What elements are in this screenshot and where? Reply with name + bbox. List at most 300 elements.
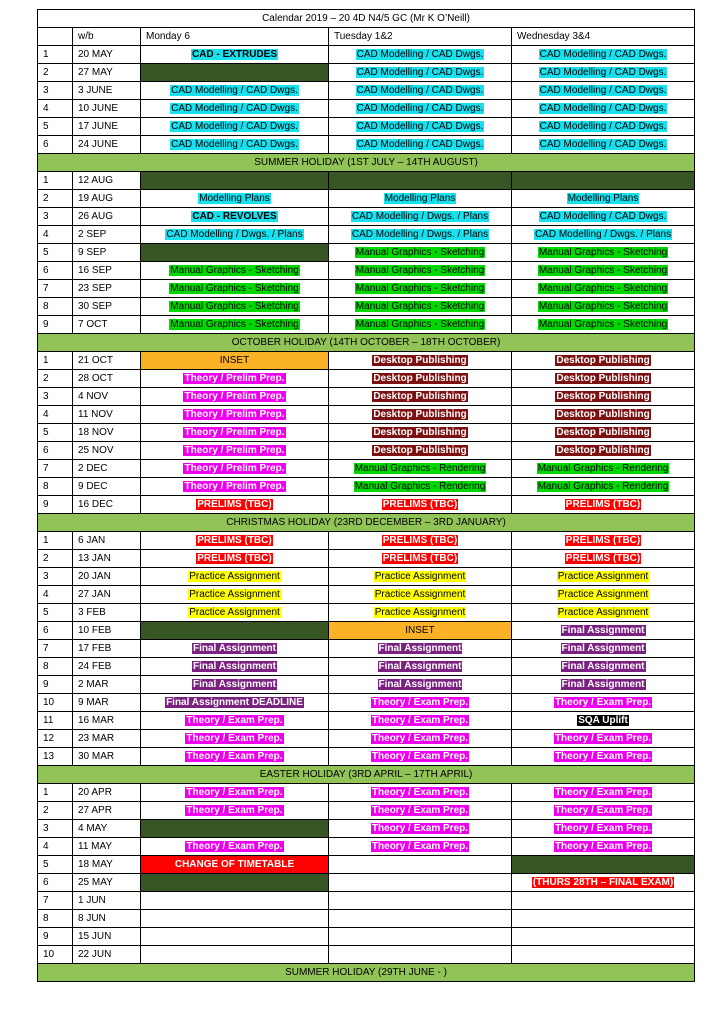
- activity-label: PRELIMS (TBC): [197, 534, 272, 546]
- week-row: [38, 586, 695, 604]
- wed-activity-cell: [512, 280, 695, 298]
- week-number: 2: [38, 550, 73, 568]
- week-row: [38, 550, 695, 568]
- activity-label: Manual Graphics - Sketching: [538, 246, 668, 258]
- activity-label: INSET: [219, 354, 250, 366]
- activity-label: Manual Graphics - Sketching: [355, 246, 485, 258]
- activity-label: Practice Assignment: [189, 606, 280, 618]
- week-beginning: 24 FEB: [73, 658, 141, 676]
- holiday-label: SUMMER HOLIDAY (1ST JULY – 14TH AUGUST): [38, 154, 695, 172]
- activity-label: Theory / Exam Prep.: [371, 804, 469, 816]
- calendar-body: [38, 10, 695, 982]
- tue-activity-cell: [329, 730, 512, 748]
- tue-activity-cell: [329, 820, 512, 838]
- activity-label: Manual Graphics - Sketching: [355, 300, 485, 312]
- week-row: [38, 622, 695, 640]
- wed-activity-cell: [512, 316, 695, 334]
- week-beginning: 27 MAY: [73, 64, 141, 82]
- activity-label: Theory / Exam Prep.: [371, 696, 469, 708]
- week-beginning: 27 JAN: [73, 586, 141, 604]
- wed-activity-cell: [512, 784, 695, 802]
- activity-label: PRELIMS (TBC): [197, 552, 272, 564]
- week-number: 4: [38, 100, 73, 118]
- wed-activity-cell: [512, 172, 695, 190]
- week-number: 5: [38, 856, 73, 874]
- header-row: [38, 28, 695, 46]
- week-beginning: 12 AUG: [73, 172, 141, 190]
- tue-activity-cell: [329, 100, 512, 118]
- tue-activity-cell: [329, 946, 512, 964]
- activity-label: Theory / Exam Prep.: [186, 786, 283, 798]
- mon-activity-cell: [141, 874, 329, 892]
- week-beginning: 10 FEB: [73, 622, 141, 640]
- mon-activity-cell: [141, 640, 329, 658]
- tue-activity-cell: [329, 928, 512, 946]
- tue-activity-cell: [329, 496, 512, 514]
- week-beginning: 1 JUN: [73, 892, 141, 910]
- week-row: [38, 406, 695, 424]
- week-row: [38, 172, 695, 190]
- week-row: [38, 838, 695, 856]
- activity-label: Desktop Publishing: [556, 444, 650, 456]
- week-row: [38, 442, 695, 460]
- wed-activity-cell: [512, 658, 695, 676]
- activity-label: Practice Assignment: [557, 570, 649, 582]
- activity-label: Desktop Publishing: [373, 408, 467, 420]
- wed-activity-cell: [512, 64, 695, 82]
- tue-activity-cell: [329, 478, 512, 496]
- wed-activity-cell: [512, 460, 695, 478]
- activity-label: CAD Modelling / CAD Dwgs.: [356, 84, 484, 96]
- activity-label: CAD Modelling / CAD Dwgs.: [539, 102, 667, 114]
- activity-label: Final Assignment: [193, 678, 276, 690]
- mon-activity-cell: [141, 622, 329, 640]
- tue-activity-cell: [329, 622, 512, 640]
- holiday-label: EASTER HOLIDAY (3RD APRIL – 17TH APRIL): [38, 766, 695, 784]
- week-number: 6: [38, 442, 73, 460]
- week-beginning: 30 SEP: [73, 298, 141, 316]
- week-row: [38, 226, 695, 244]
- week-row: [38, 946, 695, 964]
- holiday-row: [38, 334, 695, 352]
- tue-activity-cell: [329, 802, 512, 820]
- week-number: 6: [38, 136, 73, 154]
- mon-activity-cell: [141, 172, 329, 190]
- mon-activity-cell: [141, 928, 329, 946]
- week-number: 2: [38, 802, 73, 820]
- activity-label: Theory / Exam Prep.: [371, 732, 469, 744]
- activity-label: Final Assignment: [378, 678, 462, 690]
- week-beginning: 24 JUNE: [73, 136, 141, 154]
- activity-label: Manual Graphics - Rendering: [354, 462, 486, 474]
- wed-activity-cell: [512, 676, 695, 694]
- tue-activity-cell: [329, 424, 512, 442]
- week-beginning: 9 MAR: [73, 694, 141, 712]
- activity-label: Desktop Publishing: [373, 390, 467, 402]
- mon-activity-cell: [141, 676, 329, 694]
- wed-activity-cell: [512, 568, 695, 586]
- activity-label: CAD Modelling / CAD Dwgs.: [539, 66, 667, 78]
- wed-activity-cell: [512, 532, 695, 550]
- wed-activity-cell: [512, 928, 695, 946]
- week-number: 6: [38, 262, 73, 280]
- tue-activity-cell: [329, 676, 512, 694]
- wed-activity-cell: [512, 838, 695, 856]
- holiday-label: OCTOBER HOLIDAY (14TH OCTOBER – 18TH OCTOBER): [38, 334, 695, 352]
- wed-activity-cell: [512, 730, 695, 748]
- wed-activity-cell: [512, 100, 695, 118]
- week-row: [38, 892, 695, 910]
- week-row: [38, 856, 695, 874]
- tue-activity-cell: [329, 190, 512, 208]
- wed-activity-cell: [512, 82, 695, 100]
- activity-label: CAD Modelling / Dwgs. / Plans: [534, 228, 672, 240]
- week-row: [38, 478, 695, 496]
- wed-activity-cell: [512, 910, 695, 928]
- activity-label: Manual Graphics - Sketching: [170, 264, 299, 276]
- mon-activity-cell: [141, 262, 329, 280]
- tue-activity-cell: [329, 838, 512, 856]
- activity-label: Theory / Exam Prep.: [186, 714, 283, 726]
- tue-activity-cell: [329, 460, 512, 478]
- activity-label: Theory / Prelim Prep.: [184, 372, 285, 384]
- week-number: 3: [38, 208, 73, 226]
- mon-activity-cell: [141, 910, 329, 928]
- tue-activity-cell: [329, 640, 512, 658]
- wed-activity-cell: [512, 586, 695, 604]
- wed-activity-cell: [512, 352, 695, 370]
- calendar-table: [37, 9, 695, 982]
- activity-label: Theory / Exam Prep.: [371, 714, 469, 726]
- week-row: [38, 712, 695, 730]
- week-row: [38, 82, 695, 100]
- activity-label: Theory / Prelim Prep.: [184, 462, 285, 474]
- week-row: [38, 190, 695, 208]
- activity-label: Desktop Publishing: [556, 426, 650, 438]
- week-row: [38, 604, 695, 622]
- holiday-row: [38, 154, 695, 172]
- week-row: [38, 658, 695, 676]
- week-row: [38, 820, 695, 838]
- activity-label: CAD Modelling / CAD Dwgs.: [539, 210, 667, 222]
- activity-label: Practice Assignment: [374, 606, 466, 618]
- mon-activity-cell: [141, 532, 329, 550]
- week-number: 4: [38, 838, 73, 856]
- activity-label: SQA Uplift: [578, 714, 628, 726]
- wed-activity-cell: [512, 208, 695, 226]
- activity-label: CAD Modelling / CAD Dwgs.: [539, 120, 667, 132]
- week-row: [38, 118, 695, 136]
- week-row: [38, 910, 695, 928]
- week-beginning: 2 MAR: [73, 676, 141, 694]
- activity-label: Practice Assignment: [557, 588, 649, 600]
- tue-activity-cell: [329, 316, 512, 334]
- holiday-row: [38, 766, 695, 784]
- week-row: [38, 532, 695, 550]
- week-number: 10: [38, 946, 73, 964]
- week-row: [38, 694, 695, 712]
- week-number: 3: [38, 388, 73, 406]
- mon-activity-cell: [141, 46, 329, 64]
- activity-label: PRELIMS (TBC): [565, 552, 641, 564]
- mon-activity-cell: [141, 226, 329, 244]
- wed-activity-cell: [512, 136, 695, 154]
- wed-activity-cell: [512, 856, 695, 874]
- activity-label: CAD Modelling / CAD Dwgs.: [539, 48, 667, 60]
- week-number: 12: [38, 730, 73, 748]
- tue-activity-cell: [329, 226, 512, 244]
- mon-activity-cell: [141, 370, 329, 388]
- wed-activity-cell: [512, 892, 695, 910]
- week-beginning: 27 APR: [73, 802, 141, 820]
- activity-label: Theory / Prelim Prep.: [184, 390, 285, 402]
- mon-activity-cell: [141, 820, 329, 838]
- activity-label: Manual Graphics - Rendering: [537, 480, 669, 492]
- week-number: 3: [38, 568, 73, 586]
- week-number: 1: [38, 172, 73, 190]
- activity-label: CAD Modelling / CAD Dwgs.: [171, 120, 298, 132]
- week-number: 9: [38, 676, 73, 694]
- activity-label: CAD Modelling / CAD Dwgs.: [356, 66, 484, 78]
- week-beginning: 25 NOV: [73, 442, 141, 460]
- activity-label: Final Assignment: [561, 678, 645, 690]
- activity-label: PRELIMS (TBC): [382, 552, 458, 564]
- tue-activity-cell: [329, 910, 512, 928]
- activity-label: Final Assignment: [378, 660, 462, 672]
- tue-activity-cell: [329, 136, 512, 154]
- week-beginning: 20 APR: [73, 784, 141, 802]
- week-number: 2: [38, 370, 73, 388]
- tue-activity-cell: [329, 748, 512, 766]
- activity-label: INSET: [405, 624, 435, 636]
- week-beginning: 3 JUNE: [73, 82, 141, 100]
- mon-activity-cell: [141, 208, 329, 226]
- activity-label: Final Assignment DEADLINE: [166, 696, 303, 708]
- wed-activity-cell: [512, 712, 695, 730]
- wed-activity-cell: [512, 820, 695, 838]
- week-number: 2: [38, 190, 73, 208]
- mon-activity-cell: [141, 406, 329, 424]
- tue-activity-cell: [329, 892, 512, 910]
- week-beginning: 25 MAY: [73, 874, 141, 892]
- wed-activity-cell: [512, 262, 695, 280]
- tue-activity-cell: [329, 262, 512, 280]
- week-beginning: 3 FEB: [73, 604, 141, 622]
- tue-activity-cell: [329, 370, 512, 388]
- wed-activity-cell: [512, 46, 695, 64]
- activity-label: CAD Modelling / CAD Dwgs.: [171, 84, 298, 96]
- week-number: 1: [38, 532, 73, 550]
- activity-label: Theory / Exam Prep.: [554, 822, 652, 834]
- week-beginning: 6 JAN: [73, 532, 141, 550]
- week-row: [38, 928, 695, 946]
- activity-label: Theory / Exam Prep.: [186, 804, 283, 816]
- activity-label: Desktop Publishing: [556, 372, 650, 384]
- activity-label: Manual Graphics - Sketching: [170, 282, 299, 294]
- week-beginning: 23 MAR: [73, 730, 141, 748]
- mon-activity-cell: [141, 946, 329, 964]
- activity-label: Desktop Publishing: [373, 444, 467, 456]
- wed-activity-cell: [512, 550, 695, 568]
- tue-activity-cell: [329, 208, 512, 226]
- week-number: 7: [38, 280, 73, 298]
- mon-activity-cell: [141, 802, 329, 820]
- mon-activity-cell: [141, 496, 329, 514]
- week-beginning: 10 JUNE: [73, 100, 141, 118]
- week-row: [38, 262, 695, 280]
- wed-activity-cell: [512, 478, 695, 496]
- wed-activity-cell: [512, 694, 695, 712]
- week-number: 9: [38, 496, 73, 514]
- tue-activity-cell: [329, 532, 512, 550]
- activity-label: Desktop Publishing: [373, 372, 467, 384]
- week-beginning: 22 JUN: [73, 946, 141, 964]
- week-number: 1: [38, 46, 73, 64]
- week-beginning: 4 MAY: [73, 820, 141, 838]
- activity-label: Manual Graphics - Rendering: [537, 462, 669, 474]
- wed-activity-cell: [512, 118, 695, 136]
- tue-activity-cell: [329, 172, 512, 190]
- week-beginning: 16 MAR: [73, 712, 141, 730]
- activity-label: CAD - REVOLVES: [192, 210, 277, 222]
- wed-activity-cell: [512, 370, 695, 388]
- wed-activity-cell: [512, 802, 695, 820]
- tue-activity-cell: [329, 244, 512, 262]
- week-beginning: 4 NOV: [73, 388, 141, 406]
- activity-label: PRELIMS (TBC): [197, 498, 272, 510]
- week-number: 4: [38, 226, 73, 244]
- activity-label: Manual Graphics - Rendering: [354, 480, 486, 492]
- holiday-row: [38, 964, 695, 982]
- activity-label: CHANGE OF TIMETABLE: [174, 858, 295, 870]
- week-beginning: 23 SEP: [73, 280, 141, 298]
- activity-label: CAD Modelling / CAD Dwgs.: [539, 84, 667, 96]
- mon-activity-cell: [141, 352, 329, 370]
- wed-activity-cell: [512, 388, 695, 406]
- week-row: [38, 298, 695, 316]
- activity-label: Practice Assignment: [374, 570, 466, 582]
- week-number: 6: [38, 874, 73, 892]
- tue-activity-cell: [329, 298, 512, 316]
- tue-activity-cell: [329, 550, 512, 568]
- activity-label: Desktop Publishing: [556, 408, 650, 420]
- tue-activity-cell: [329, 568, 512, 586]
- week-row: [38, 748, 695, 766]
- activity-label: Desktop Publishing: [373, 426, 467, 438]
- week-row: [38, 64, 695, 82]
- wed-activity-cell: [512, 496, 695, 514]
- wed-activity-cell: [512, 622, 695, 640]
- week-row: [38, 460, 695, 478]
- week-beginning: 28 OCT: [73, 370, 141, 388]
- activity-label: Manual Graphics - Sketching: [538, 264, 668, 276]
- activity-label: Theory / Exam Prep.: [371, 840, 469, 852]
- tue-activity-cell: [329, 406, 512, 424]
- tue-activity-cell: [329, 442, 512, 460]
- activity-label: Theory / Exam Prep.: [371, 786, 469, 798]
- activity-label: (THURS 28TH – FINAL EXAM): [532, 876, 674, 888]
- activity-label: Modelling Plans: [384, 192, 456, 204]
- activity-label: Modelling Plans: [567, 192, 639, 204]
- week-number: 8: [38, 478, 73, 496]
- activity-label: Desktop Publishing: [373, 354, 467, 366]
- week-beginning: 18 MAY: [73, 856, 141, 874]
- mon-activity-cell: [141, 838, 329, 856]
- activity-label: Desktop Publishing: [556, 390, 650, 402]
- activity-label: PRELIMS (TBC): [382, 498, 458, 510]
- activity-label: Manual Graphics - Sketching: [355, 282, 485, 294]
- week-row: [38, 874, 695, 892]
- mon-activity-cell: [141, 730, 329, 748]
- week-row: [38, 370, 695, 388]
- title-row: [38, 10, 695, 28]
- activity-label: Practice Assignment: [374, 588, 466, 600]
- activity-label: Manual Graphics - Sketching: [355, 318, 485, 330]
- wed-activity-cell: [512, 298, 695, 316]
- week-number: 9: [38, 316, 73, 334]
- wed-activity-cell: [512, 640, 695, 658]
- week-number: 8: [38, 910, 73, 928]
- week-beginning: 8 JUN: [73, 910, 141, 928]
- mon-activity-cell: [141, 856, 329, 874]
- week-number: 3: [38, 820, 73, 838]
- week-row: [38, 136, 695, 154]
- week-row: [38, 496, 695, 514]
- mon-activity-cell: [141, 712, 329, 730]
- week-beginning: 18 NOV: [73, 424, 141, 442]
- tue-activity-cell: [329, 604, 512, 622]
- activity-label: Theory / Exam Prep.: [371, 822, 469, 834]
- week-row: [38, 46, 695, 64]
- activity-label: Theory / Prelim Prep.: [184, 408, 285, 420]
- week-beginning: 7 OCT: [73, 316, 141, 334]
- header-number: [38, 28, 73, 46]
- tue-activity-cell: [329, 82, 512, 100]
- week-number: 8: [38, 658, 73, 676]
- week-row: [38, 100, 695, 118]
- mon-activity-cell: [141, 604, 329, 622]
- week-number: 7: [38, 640, 73, 658]
- week-row: [38, 280, 695, 298]
- tue-activity-cell: [329, 874, 512, 892]
- mon-activity-cell: [141, 658, 329, 676]
- mon-activity-cell: [141, 280, 329, 298]
- mon-activity-cell: [141, 190, 329, 208]
- activity-label: Practice Assignment: [189, 570, 280, 582]
- activity-label: Manual Graphics - Sketching: [538, 282, 668, 294]
- tue-activity-cell: [329, 658, 512, 676]
- activity-label: CAD Modelling / CAD Dwgs.: [356, 120, 484, 132]
- activity-label: Manual Graphics - Sketching: [355, 264, 485, 276]
- activity-label: Manual Graphics - Sketching: [538, 318, 668, 330]
- activity-label: Theory / Exam Prep.: [554, 840, 652, 852]
- week-beginning: 11 NOV: [73, 406, 141, 424]
- holiday-row: [38, 514, 695, 532]
- activity-label: Final Assignment: [561, 642, 645, 654]
- activity-label: Theory / Exam Prep.: [554, 786, 652, 798]
- week-number: 11: [38, 712, 73, 730]
- activity-label: Theory / Prelim Prep.: [184, 480, 285, 492]
- week-beginning: 30 MAR: [73, 748, 141, 766]
- week-beginning: 11 MAY: [73, 838, 141, 856]
- tue-activity-cell: [329, 280, 512, 298]
- activity-label: PRELIMS (TBC): [565, 498, 641, 510]
- activity-label: Theory / Exam Prep.: [554, 732, 652, 744]
- wed-activity-cell: [512, 946, 695, 964]
- week-beginning: 9 SEP: [73, 244, 141, 262]
- wed-activity-cell: [512, 604, 695, 622]
- activity-label: Theory / Exam Prep.: [186, 732, 283, 744]
